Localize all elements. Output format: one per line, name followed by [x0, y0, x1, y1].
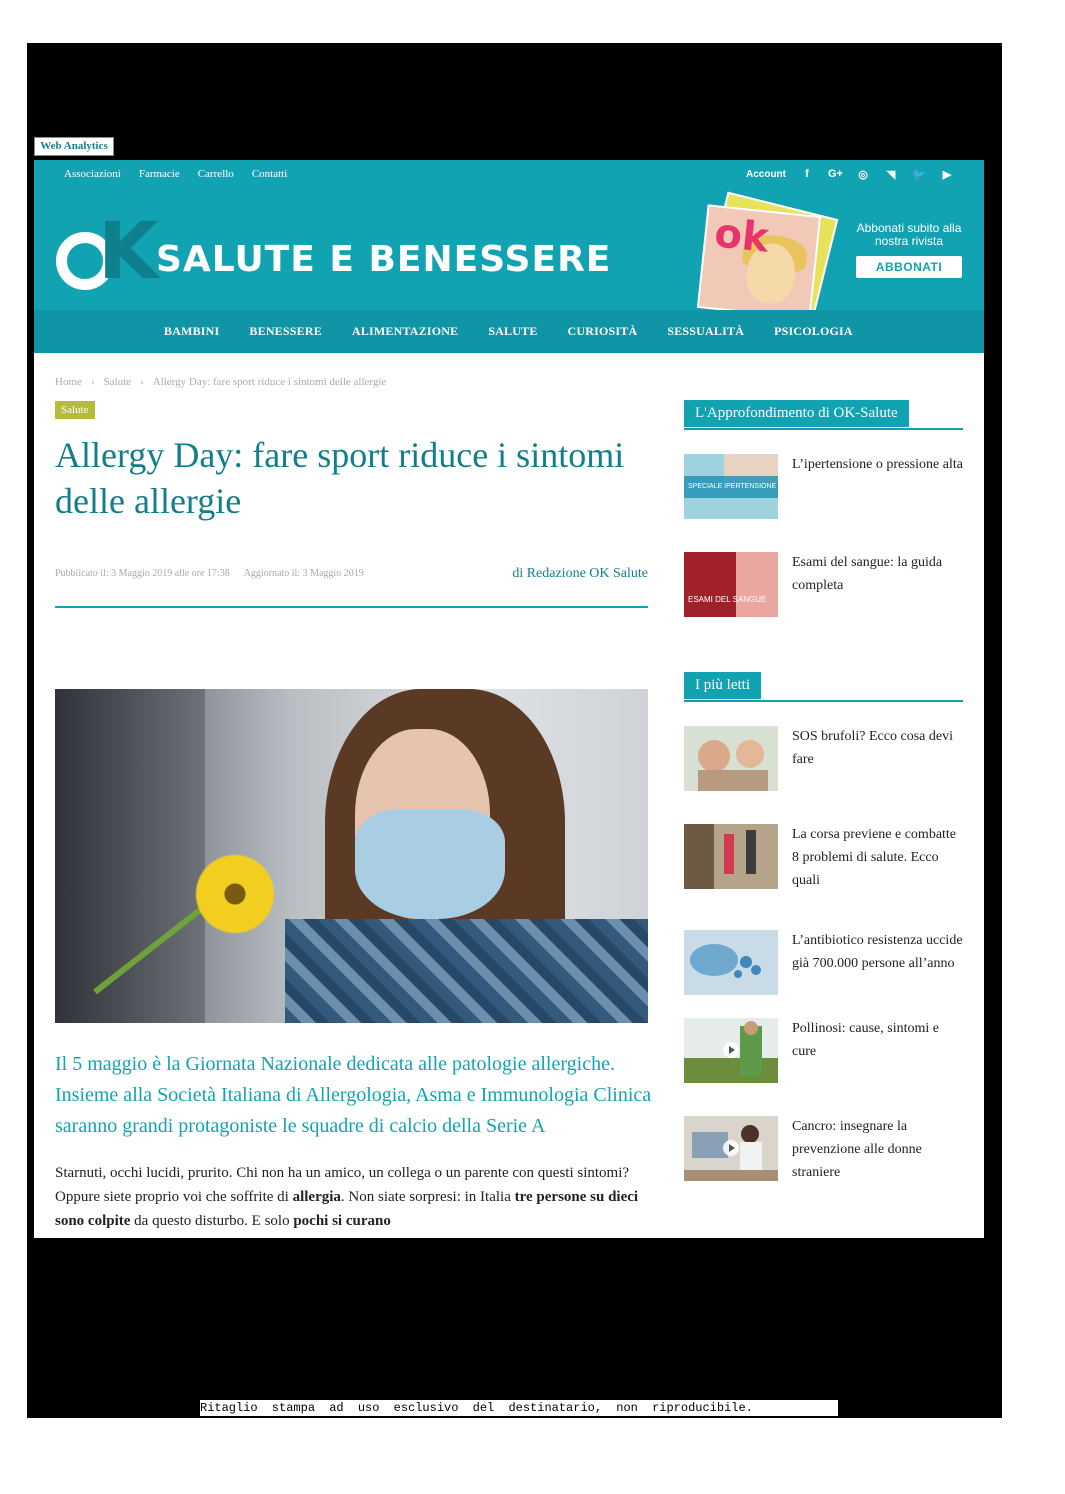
top-links [64, 160, 287, 188]
article-meta [55, 568, 364, 579]
magazine-title: ok [712, 210, 771, 262]
nav-item-alimentazione[interactable]: ALIMENTAZIONE [351, 324, 459, 338]
nav-item-benessere[interactable]: BENESSERE [249, 324, 322, 338]
nav-item-bambini[interactable]: BAMBINI [164, 324, 220, 338]
play-icon[interactable] [723, 1042, 739, 1058]
article-author[interactable]: di Redazione OK Salute [512, 566, 648, 581]
twitter-icon[interactable]: 🐦 [912, 168, 926, 181]
thumb-caption: ESAMI DEL SANGUE [688, 595, 767, 604]
approfondimento-title: L'Approfondimento di OK-Salute [684, 400, 909, 427]
web-analytics-badge[interactable]: Web Analytics [34, 137, 114, 156]
sidebar-article[interactable] [684, 454, 963, 552]
sidebar-article-title[interactable]: L’ipertensione o pressione alta [792, 457, 963, 472]
subscribe-button[interactable]: ABBONATI [856, 256, 962, 278]
article-body: Starnuti, occhi lucidi, prurito. Chi non ha un amico, un collega o un parente con questi sintomi? Oppure siete proprio voi che soffrite di allergia. Non siate sorpresi: in Italia tre persone su dieci sono colpite da questo disturbo. E solo pochi si curano [55, 1165, 639, 1229]
site-header [34, 188, 984, 310]
nav-item-psicologia[interactable]: PSICOLOGIA [774, 324, 853, 338]
sidebar-article[interactable] [684, 552, 963, 650]
sidebar-article[interactable] [684, 1116, 963, 1214]
play-icon[interactable] [723, 1140, 739, 1156]
sidebar-article-title[interactable]: Cancro: insegnare la prevenzione alle donne straniere [792, 1119, 922, 1180]
sidebar-article[interactable] [684, 726, 963, 824]
main-nav [34, 310, 984, 353]
sidebar-article[interactable] [684, 824, 963, 930]
sidebar-article-title[interactable]: Esami del sangue: la guida completa [792, 555, 943, 593]
magazine-cover[interactable] [694, 204, 842, 310]
sidebar-article-title[interactable]: Pollinosi: cause, sintomi e cure [792, 1021, 939, 1059]
sidebar-section-header [684, 672, 963, 702]
instagram-icon[interactable]: ◎ [858, 168, 868, 181]
sidebar-article-title[interactable]: La corsa previene e combatte 8 problemi di salute. Ecco quali [792, 827, 957, 888]
youtube-icon[interactable]: ▶ [942, 168, 952, 181]
updated-date: Aggiornato il: 3 Maggio 2019 [243, 568, 364, 579]
article-title: Allergy Day: fare sport riduce i sintomi delle allergie [55, 435, 625, 521]
facebook-icon[interactable]: f [805, 168, 809, 180]
sidebar-thumbnail[interactable] [684, 552, 778, 617]
breadcrumb-salute[interactable]: Salute [103, 376, 132, 388]
breadcrumb-separator: › [140, 376, 144, 388]
sidebar-thumbnail[interactable] [684, 824, 778, 889]
breadcrumb-current: Allergy Day: fare sport riduce i sintomi delle allergie [152, 376, 387, 388]
sidebar [684, 400, 963, 1214]
nav-item-curiosita[interactable]: CURIOSITÀ [567, 324, 638, 338]
top-link-contatti[interactable]: Contatti [251, 168, 288, 180]
breadcrumb [55, 376, 386, 388]
top-right [746, 160, 954, 188]
magazine-front-cover [697, 204, 821, 319]
top-link-carrello[interactable]: Carrello [197, 168, 234, 180]
thumb-caption: SPECIALE IPERTENSIONE [688, 483, 777, 490]
sidebar-section-header [684, 400, 963, 430]
top-link-farmacie[interactable]: Farmacie [138, 168, 180, 180]
site-logo[interactable] [54, 207, 612, 297]
sidebar-thumbnail[interactable] [684, 454, 778, 519]
category-badge[interactable]: Salute [55, 401, 95, 419]
sidebar-thumbnail[interactable] [684, 930, 778, 995]
breadcrumb-separator: › [90, 376, 95, 388]
sidebar-article[interactable] [684, 1018, 963, 1116]
article-lead: Il 5 maggio è la Giornata Nazionale dedicata alle patologie allergiche. Insieme alla Società Italiana di Allergologia, Asma e Immunologia Clinica saranno grandi protagoniste le squadre di calcio della Serie A [55, 1053, 652, 1137]
nav-item-salute[interactable]: SALUTE [488, 324, 538, 338]
sidebar-article-title[interactable]: SOS brufoli? Ecco cosa devi fare [792, 729, 953, 767]
logo-k-mark: K [98, 207, 159, 297]
hero-image [55, 689, 648, 1023]
subscribe-promo-text: Abbonati subito alla nostra rivista [856, 221, 962, 248]
published-date: Pubblicato il: 3 Maggio 2019 alle ore 17:38 [55, 568, 230, 579]
logo-brand-text: SALUTE E BENESSERE [156, 239, 612, 280]
piu-letti-title: I più letti [684, 672, 761, 699]
web-page [34, 160, 984, 1238]
rss-icon[interactable]: ◥ [886, 168, 896, 181]
press-clipping-notice: Ritaglio stampa ad uso esclusivo del destinatario, non riproducibile. [200, 1400, 838, 1416]
sidebar-thumbnail[interactable] [684, 726, 778, 791]
sidebar-article-title[interactable]: L’antibiotico resistenza uccide già 700.000 persone all’anno [792, 933, 963, 971]
account-link[interactable]: Account [746, 168, 786, 180]
google-plus-icon[interactable]: G+ [828, 168, 843, 180]
sidebar-article[interactable] [684, 930, 963, 1018]
top-bar [34, 160, 984, 189]
breadcrumb-home[interactable]: Home [55, 376, 82, 388]
title-divider [55, 606, 648, 608]
nav-item-sessualita[interactable]: SESSUALITÀ [667, 324, 745, 338]
top-link-associazioni[interactable]: Associazioni [64, 168, 121, 180]
